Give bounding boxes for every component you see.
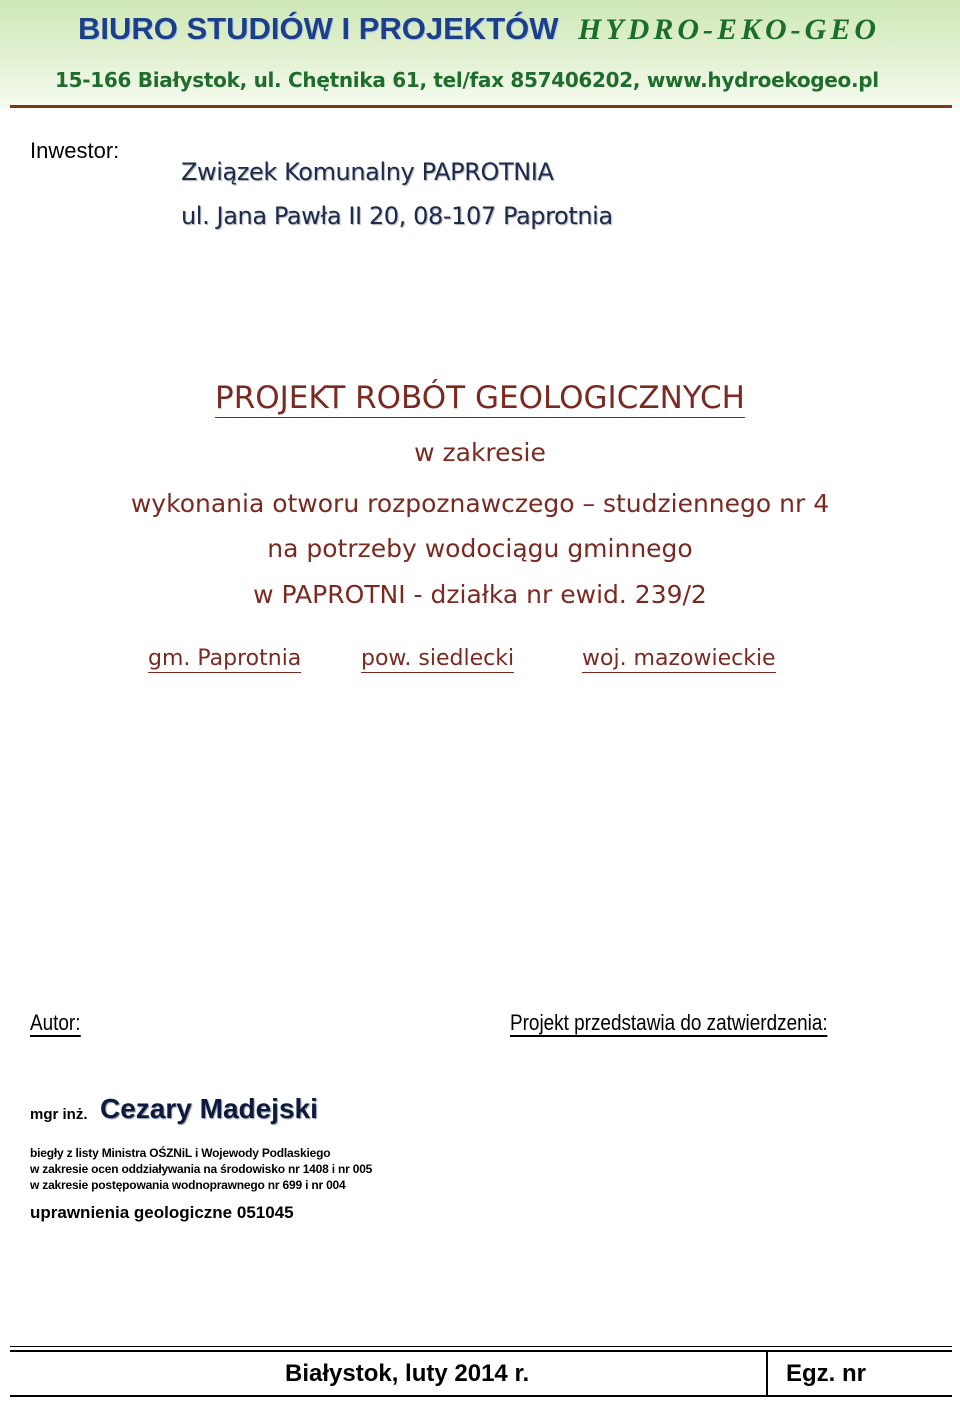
location-gmina: gm. Paprotnia <box>148 646 302 671</box>
header-rule <box>10 105 952 108</box>
scope-line: w PAPROTNI - działka nr ewid. 239/2 <box>253 580 707 609</box>
scope-line: na potrzeby wodociągu gminnego <box>267 534 693 563</box>
author-credential: biegły z listy Ministra OŚZNiL i Wojewody Podlaskiego <box>30 1146 331 1160</box>
footer-rule <box>10 1346 952 1347</box>
company-brand: HYDRO-EKO-GEO <box>578 13 881 46</box>
footer-copy-number: Egz. nr <box>786 1360 867 1387</box>
author-credential: w zakresie postępowania wodnoprawnego nr 699 i nr 004 <box>30 1178 346 1192</box>
investor-label: Inwestor: <box>30 138 120 163</box>
company-name: BIURO STUDIÓW I PROJEKTÓW <box>78 11 559 46</box>
footer-rule <box>10 1350 952 1352</box>
project-title-text: PROJEKT ROBÓT GEOLOGICZNYCH <box>215 380 745 416</box>
author-title: mgr inż. <box>30 1106 88 1123</box>
company-address: 15-166 Białystok, ul. Chętnika 61, tel/fax 857406202, www.hydroekogeo.pl <box>55 68 879 92</box>
location-powiat: pow. siedlecki <box>361 646 515 671</box>
footer-divider <box>766 1350 768 1396</box>
footer-place-date: Białystok, luty 2014 r. <box>285 1360 530 1387</box>
author-name: Cezary Madejski <box>100 1093 318 1124</box>
project-title <box>0 380 960 416</box>
location-wojewodztwo: woj. mazowieckie <box>582 646 776 671</box>
footer-rule <box>10 1395 952 1397</box>
author-licence: uprawnienia geologiczne 051045 <box>30 1203 294 1222</box>
investor-name: Związek Komunalny PAPROTNIA <box>181 158 554 186</box>
author-credential: w zakresie ocen oddziaływania na środowisko nr 1408 i nr 005 <box>30 1162 373 1176</box>
scope-line: wykonania otworu rozpoznawczego – studziennego nr 4 <box>130 489 830 518</box>
author-label: Autor: <box>30 1010 81 1035</box>
approval-label: Projekt przedstawia do zatwierdzenia: <box>510 1010 828 1035</box>
scope-intro: w zakresie <box>414 438 546 467</box>
investor-address: ul. Jana Pawła II 20, 08-107 Paprotnia <box>181 202 613 230</box>
